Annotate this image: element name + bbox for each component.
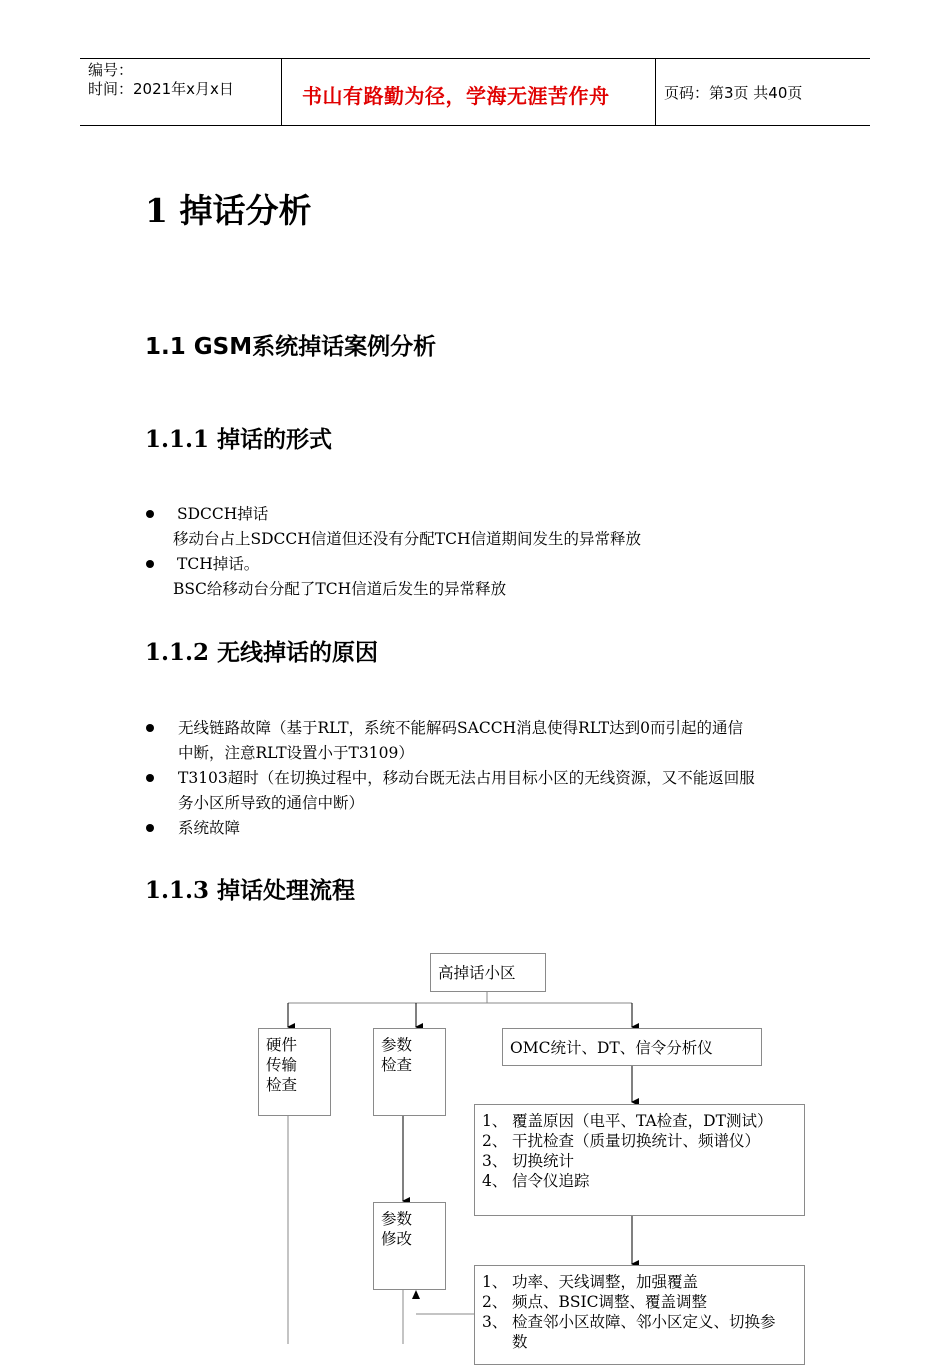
flow-list-item — [482, 1131, 797, 1151]
list-item-desc: 移动台占上SDCCH信道但还没有分配TCH信道期间发生的异常释放 — [173, 530, 641, 548]
flow-box-text: 传输 — [266, 1056, 298, 1074]
flow-list-number — [482, 1332, 512, 1352]
header-code-label: 编号： — [88, 61, 134, 79]
flow-box-text: 高掉话小区 — [438, 964, 516, 982]
flow-list-item — [482, 1111, 797, 1131]
chapter-title: 1 掉话分析 — [145, 191, 312, 230]
flow-box-text: 硬件 — [266, 1036, 298, 1054]
flow-box-high-drop-cell — [430, 953, 546, 992]
flow-list-item — [482, 1171, 797, 1191]
flow-list-text: 切换统计 — [512, 1152, 575, 1170]
list-item-desc: BSC给移动台分配了TCH信道后发生的异常释放 — [173, 580, 507, 598]
subsection-title-causes: 1.1.2 无线掉话的原因 — [145, 639, 379, 666]
section-title: 1.1 GSM系统掉话案例分析 — [145, 334, 437, 360]
flow-list-text: 功率、天线调整，加强覆盖 — [512, 1273, 699, 1291]
flow-box-text: 参数 — [381, 1036, 413, 1054]
flow-box-text: 检查 — [266, 1076, 298, 1094]
subsection-title-flow: 1.1.3 掉话处理流程 — [145, 877, 356, 904]
flow-box-text: 参数 — [381, 1210, 413, 1228]
flow-list-item — [482, 1272, 797, 1292]
flow-list-text: 覆盖原因（电平、TA检查，DT测试） — [512, 1112, 773, 1130]
flow-list-number: 2、 — [482, 1293, 508, 1311]
flow-list-text: 检查邻小区故障、邻小区定义、切换参 — [512, 1313, 776, 1331]
flow-list-item — [482, 1151, 797, 1171]
flow-list-text: 数 — [512, 1333, 528, 1351]
flow-box-hardware-check — [258, 1028, 331, 1116]
list-item-line: 系统故障 — [178, 819, 241, 837]
flow-list-number: 3、 — [482, 1152, 508, 1170]
list-item-line: 务小区所导致的通信中断） — [178, 794, 365, 812]
subsection-title-forms: 1.1.1 掉话的形式 — [145, 426, 333, 453]
flow-list-number: 2、 — [482, 1132, 508, 1150]
flow-list-number: 1、 — [482, 1112, 508, 1130]
header-time-label: 时间：2021年x月x日 — [88, 80, 234, 98]
header-motto: 书山有路勤为径，学海无涯苦作舟 — [302, 84, 610, 108]
flow-list-item — [482, 1292, 797, 1312]
flow-box-text: 修改 — [381, 1230, 413, 1248]
list-item-label: TCH掉话。 — [177, 555, 260, 573]
flow-box-param-modify — [373, 1202, 446, 1290]
flow-list-number: 4、 — [482, 1172, 508, 1190]
flow-box-analysis — [474, 1104, 805, 1216]
flow-box-omc — [502, 1028, 762, 1066]
flow-list-number: 3、 — [482, 1313, 508, 1331]
list-item-label: SDCCH掉话 — [177, 505, 269, 523]
flow-list-text: 频点、BSIC调整、覆盖调整 — [512, 1293, 707, 1311]
flow-box-text: OMC统计、DT、信令分析仪 — [510, 1039, 713, 1057]
list-item-line: 中断，注意RLT设置小于T3109） — [178, 744, 414, 762]
header-page-info: 页码：第3页 共40页 — [664, 84, 803, 102]
flow-list-number: 1、 — [482, 1273, 508, 1291]
flow-list-text: 干扰检查（质量切换统计、频谱仪） — [512, 1132, 761, 1150]
list-item-line: 无线链路故障（基于RLT，系统不能解码SACCH消息使得RLT达到0而引起的通信 — [178, 719, 743, 737]
flow-box-param-check — [373, 1028, 446, 1116]
flow-box-text: 检查 — [381, 1056, 413, 1074]
flow-list-text: 信令仪追踪 — [512, 1172, 590, 1190]
flow-list-item — [482, 1332, 797, 1352]
flow-box-actions — [474, 1265, 805, 1365]
flow-list-item — [482, 1312, 797, 1332]
list-item-line: T3103超时（在切换过程中，移动台既无法占用目标小区的无线资源，又不能返回服 — [178, 769, 755, 787]
